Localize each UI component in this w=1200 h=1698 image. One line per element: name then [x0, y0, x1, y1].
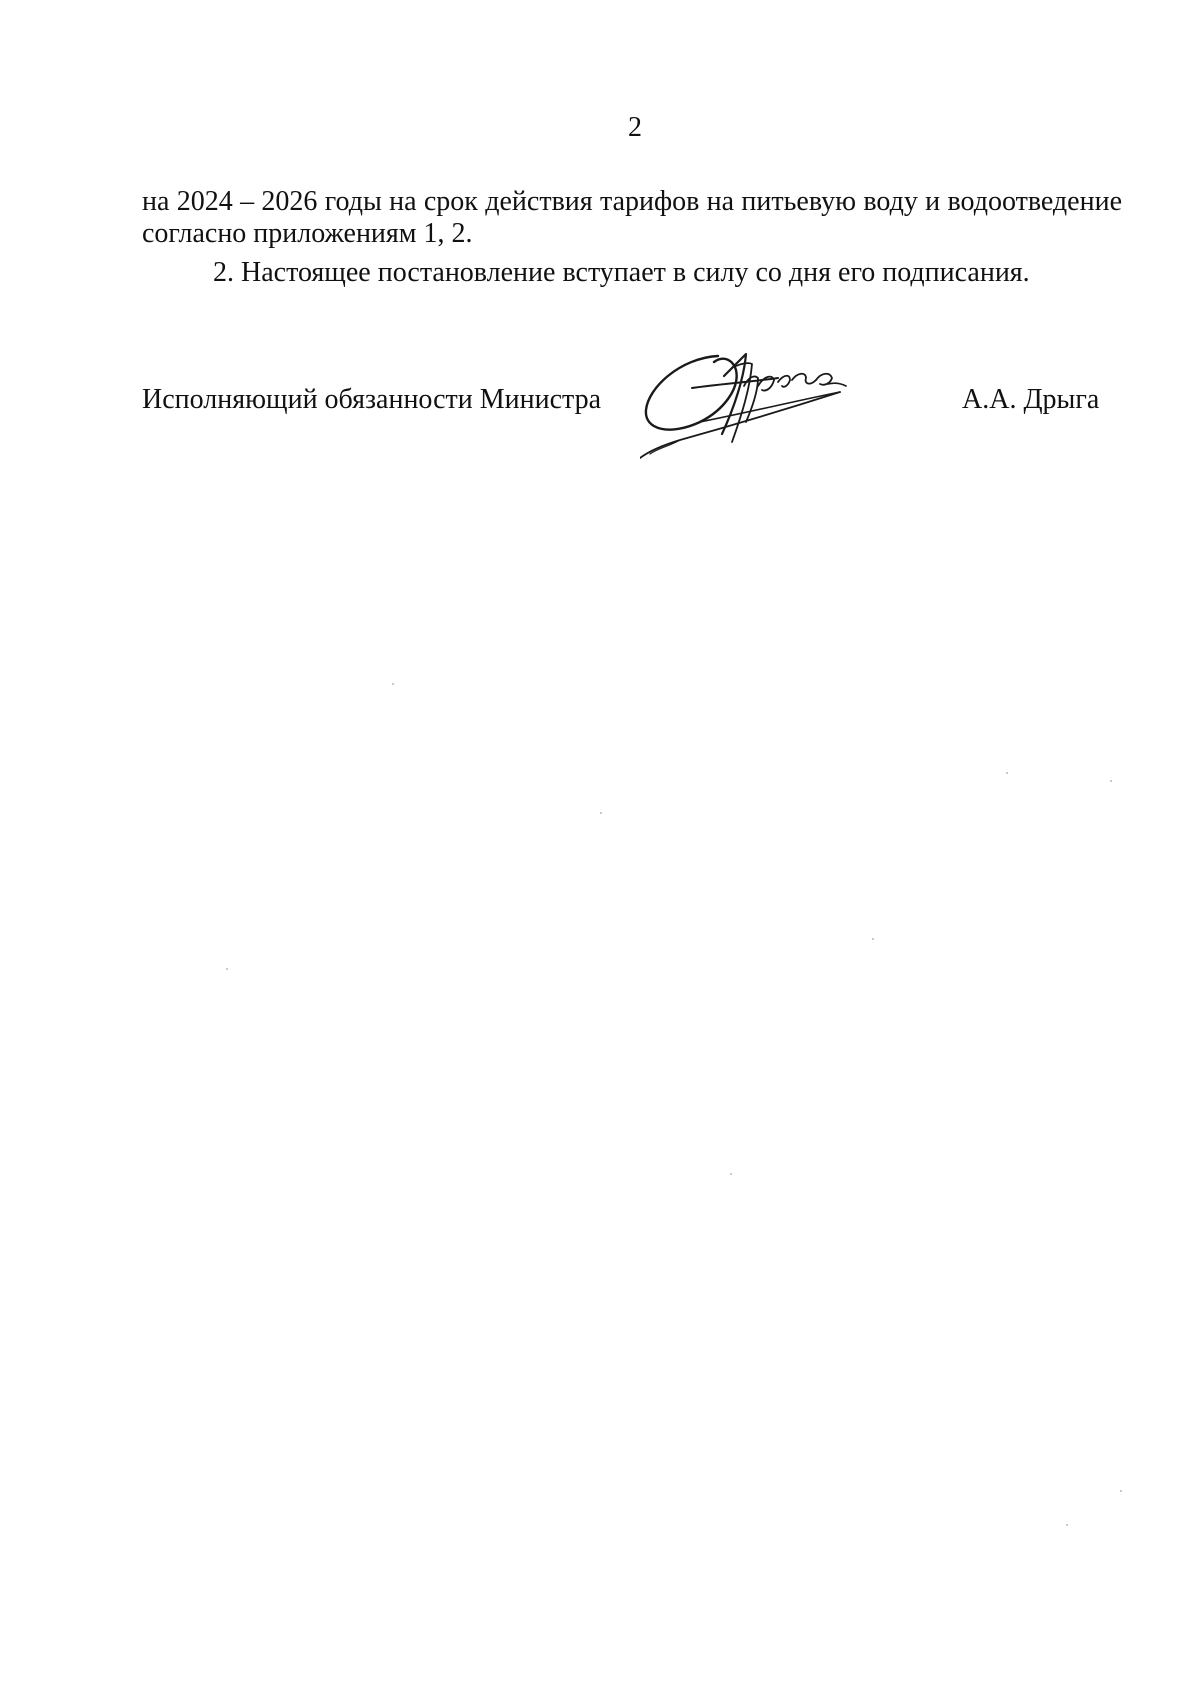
scan-speck [226, 968, 228, 970]
handwritten-signature [640, 348, 940, 488]
scan-speck [1110, 780, 1112, 782]
scan-speck [1120, 1490, 1122, 1492]
page-number: 2 [628, 112, 642, 143]
scan-speck [1006, 772, 1008, 774]
scan-speck [730, 1173, 732, 1175]
scan-speck [1066, 1524, 1068, 1526]
signatory-name: А.А. Дрыга [962, 384, 1100, 415]
paragraph-1-line-2: согласно приложениям 1, 2. [142, 218, 473, 249]
signatory-title: Исполняющий обязанности Министра [142, 384, 602, 415]
paragraph-1-line-1: на 2024 – 2026 годы на срок действия тарифов на питьевую воду и водоотведение [142, 186, 1122, 217]
scan-speck [600, 812, 602, 814]
paragraph-2: 2. Настоящее постановление вступает в силу со дня его подписания. [213, 257, 1030, 288]
paragraph-1 [142, 186, 1122, 250]
scan-speck [872, 938, 874, 940]
scan-speck [392, 683, 394, 685]
